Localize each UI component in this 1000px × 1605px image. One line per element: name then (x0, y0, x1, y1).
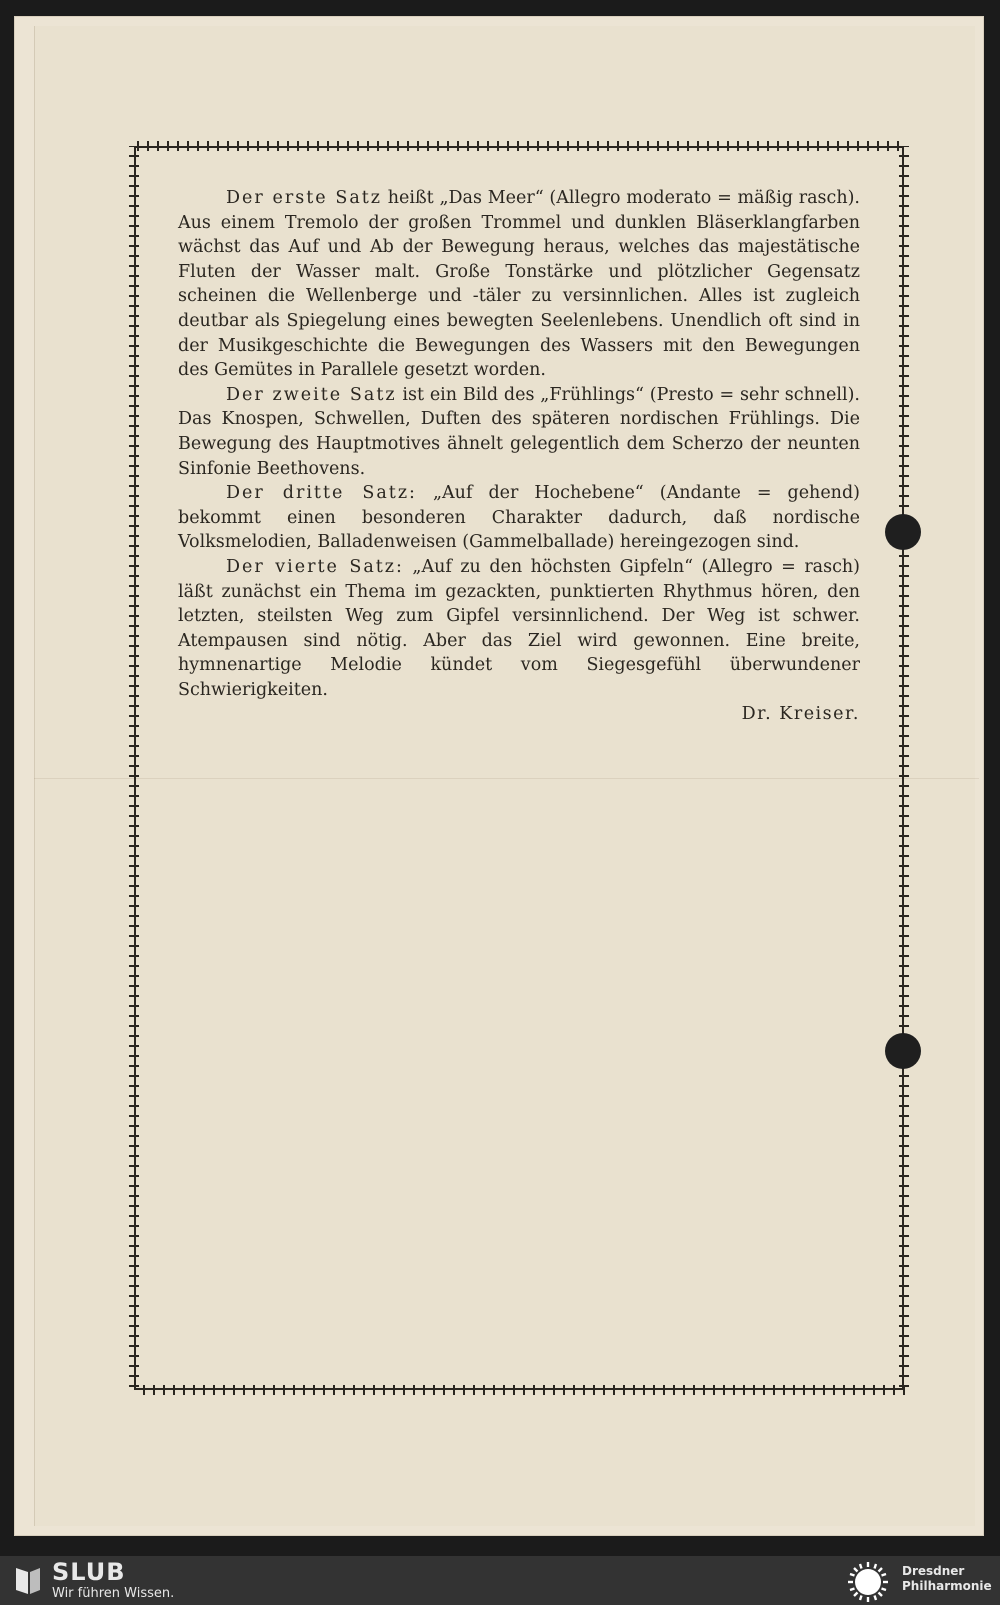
frame-pattern-bottom (140, 1385, 906, 1395)
frame-pattern-right (899, 146, 909, 1390)
paragraph-2-body: ist ein Bild des „Frühlings“ (Presto = sehr schnell). Das Knospen, Schwellen, Duften des späteren nordischen Frühlings. Die Bewegung des Hauptmotives ähnelt gelegentlich dem Scherzo der neunten Sinfonie Beethovens. (178, 384, 860, 479)
partner-logo-text[interactable] (902, 1564, 992, 1594)
paragraph-3-lead: Der dritte Satz: (226, 483, 417, 504)
paragraph-1-body: heißt „Das Meer“ (Allegro moderato = mäßig rasch). Aus einem Tremolo der großen Trommel und dunklen Bläserklangfarben wächst das Auf und Ab der Bewegung heraus, welches das majestätische Fluten der Wasser malt. Große Tonstärke und plötzlicher Gegensatz scheinen die Wellenberge und -täler zu versinnlichen. Alles ist zugleich deutbar als Spiegelung eines bewegten Seelenlebens. Unendlich oft sind in der Musikgeschichte die Bewegungen des Wassers mit den Bewegungen des Gemütes in Parallele gesetzt worden. (178, 188, 860, 381)
paragraph-1 (178, 186, 860, 383)
library-tagline: Wir führen Wissen. (52, 1586, 175, 1601)
library-name[interactable]: SLUB (52, 1558, 126, 1586)
frame-pattern-left (129, 146, 139, 1390)
paragraph-3 (178, 481, 860, 555)
paragraph-2 (178, 383, 860, 481)
paragraph-4-body: „Auf zu den höchsten Gipfeln“ (Allegro = rasch) läßt zunächst ein Thema im gezackten, punktierten Rhythmus hören, den letzten, steilsten Weg zum Gipfel versinnlichend. Der Weg ist schwer. Atempausen sind nötig. Aber das Ziel wird gewonnen. Eine breite, hymnenartige Melodie kündet vom Siegesgefühl überwundener Schwierigkeiten. (178, 556, 860, 700)
paragraph-4-lead: Der vierte Satz: (226, 556, 404, 577)
author-signature: Dr. Kreiser. (741, 704, 860, 725)
paragraph-3-body: „Auf der Hochebene“ (Andante = gehend) bekommt einen besonderen Charakter dadurch, daß nordische Volksmelodien, Balladenweisen (Gammelballade) hereingezogen sind. (178, 483, 860, 553)
partner-line-1: Dresdner (902, 1564, 965, 1578)
partner-line-2: Philharmonie (902, 1579, 992, 1593)
philharmonie-sun-icon (846, 1560, 890, 1604)
paragraph-2-lead: Der zweite Satz (226, 384, 397, 405)
punch-hole-top (885, 514, 921, 550)
program-notes (178, 186, 860, 727)
frame-pattern-top (134, 141, 904, 151)
slub-book-icon (14, 1564, 42, 1596)
viewer-footer (0, 1556, 1000, 1605)
paragraph-1-lead: Der erste Satz (226, 188, 383, 208)
punch-hole-bottom (885, 1033, 921, 1069)
paragraph-4 (178, 555, 860, 703)
